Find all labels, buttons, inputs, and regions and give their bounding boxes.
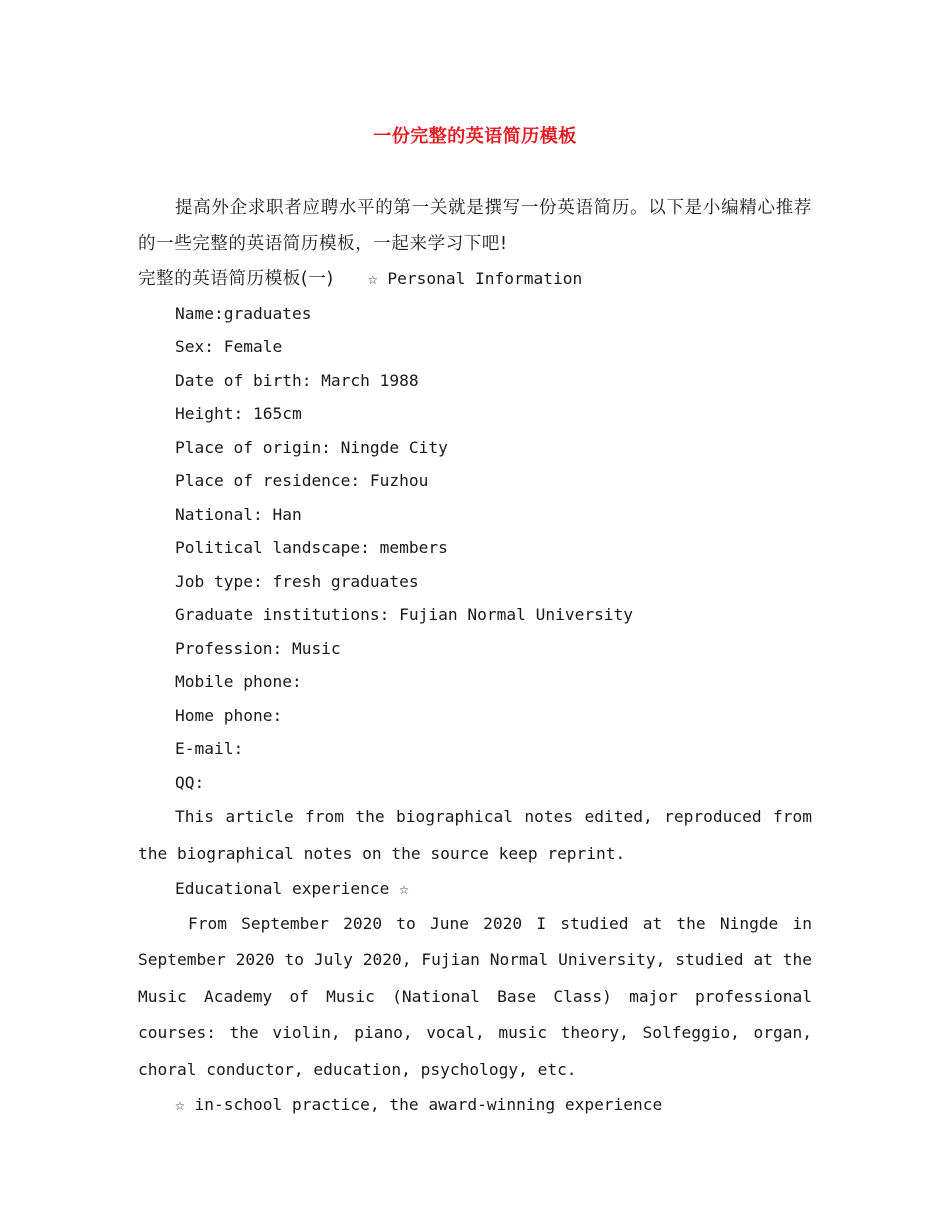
education-heading: Educational experience ☆: [175, 879, 409, 898]
field-home-phone: Home phone:: [175, 705, 283, 725]
field-date-of-birth: Date of birth: March 1988: [175, 370, 419, 390]
source-note-paragraph: This article from the biographical notes edited, reproduced from the biographical notes on the source keep reprint.: [138, 807, 812, 863]
field-sex: Sex: Female: [175, 337, 283, 356]
practice-heading: ☆ in-school practice, the award-winning experience: [175, 1095, 663, 1114]
field-qq: QQ:: [175, 772, 205, 792]
field-name: Name:graduates: [175, 303, 312, 323]
section-heading: 完整的英语简历模板(一): [138, 269, 334, 289]
section-heading-line: [138, 262, 812, 297]
document-body: [138, 190, 812, 1122]
field-place-of-residence: Place of residence: Fuzhou: [175, 471, 429, 490]
field-graduate-institutions: Graduate institutions: Fujian Normal University: [175, 605, 634, 624]
field-job-type: Job type: fresh graduates: [175, 571, 419, 591]
intro-paragraph: 提高外企求职者应聘水平的第一关就是撰写一份英语简历。以下是小编精心推荐的一些完整的英语简历模板，一起来学习下吧!: [138, 198, 812, 254]
field-mobile-phone: Mobile phone:: [175, 672, 302, 691]
field-height: Height: 165cm: [175, 404, 302, 423]
personal-info-heading: ☆ Personal Information: [367, 269, 583, 288]
education-paragraph: From September 2020 to June 2020 I studied at the Ningde in September 2020 to July 2020, Fujian Normal University, studied at the Music Academy of Music (National Base Class) major professional courses: the violin, piano, vocal, music theory, Solfeggio, organ, choral conductor, education, psychology, etc.: [138, 913, 812, 1079]
field-national: National: Han: [175, 504, 302, 524]
field-political-landscape: Political landscape: members: [175, 538, 448, 557]
field-email: E-mail:: [175, 739, 244, 758]
field-profession: Profession: Music: [175, 638, 341, 658]
document-title: 一份完整的英语简历模板: [373, 126, 577, 147]
field-place-of-origin: Place of origin: Ningde City: [175, 437, 448, 457]
